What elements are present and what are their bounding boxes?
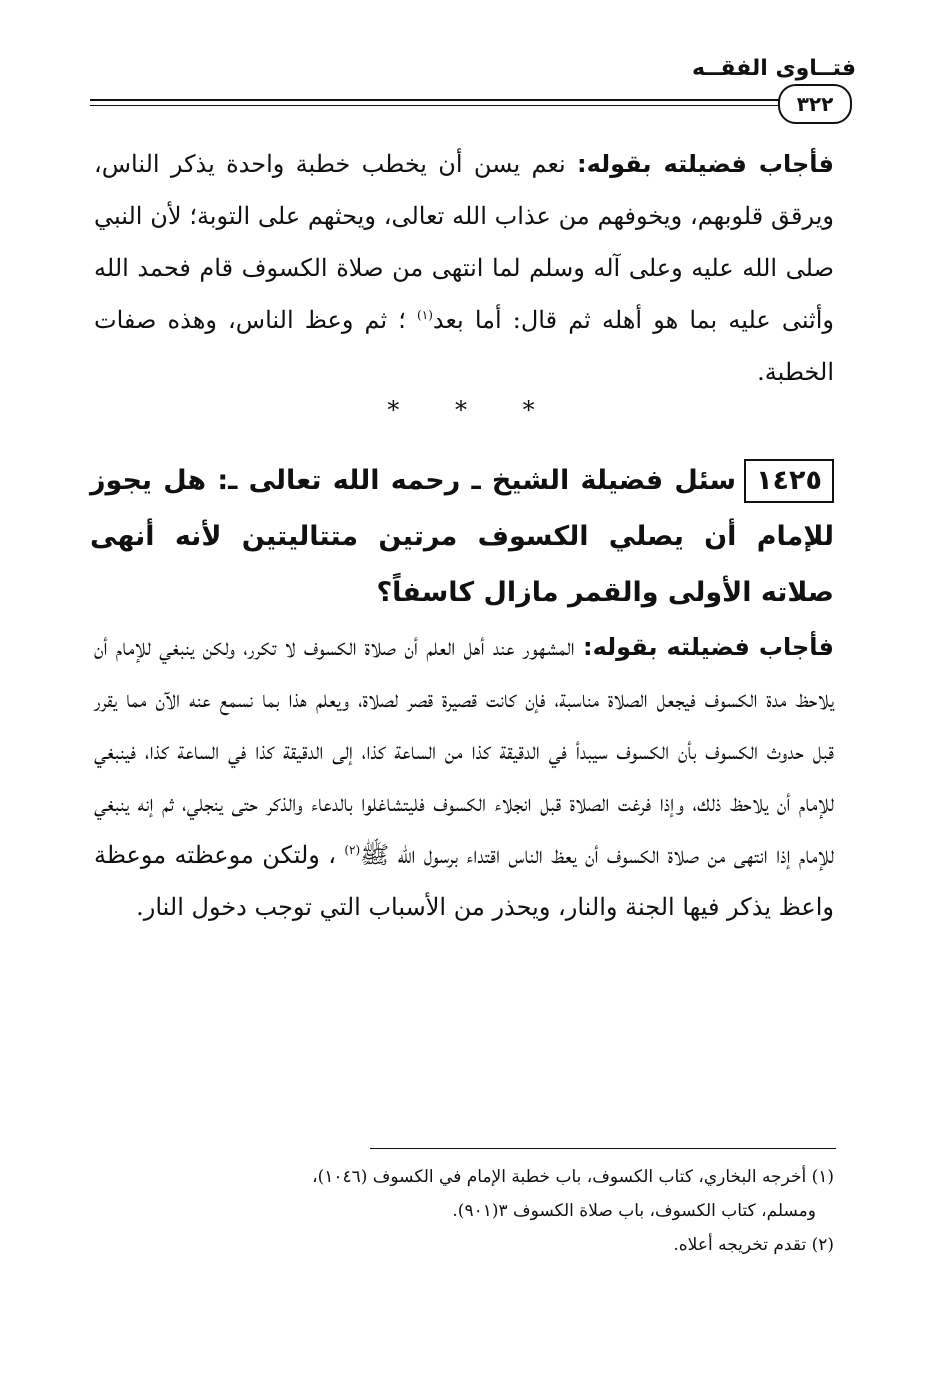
answer-text-end: ؛ ثم وعظ الناس، وهذه صفات الخطبة. (94, 306, 834, 386)
running-header-title: فتــاوى الفقــه (691, 56, 856, 81)
footnote-ref-1[interactable]: (١) (417, 308, 433, 322)
header-rule (90, 99, 780, 101)
answer-text: المشهور عند أهل العلم أن صلاة الكسوف لا تكرر، ولكن ينبغي للإمام أن يلاحظ مدة الكسوف فيجعل الصلاة مناسبة، فإن كانت قصيرة قصر لصلاة، ويعلم هذا بما نسمع عنه الآن مما يقرر قبل حدوث الكسوف بأن الكسوف سيبدأ في الدقيقة كذا من الساعة كذا، إلى الدقيقة كذا في الساعة كذا، فينبغي للإمام أن يلاحظ ذلك، وإذا فرغت الصلاة قبل انجلاء الكسوف فليتشاغلوا بالدعاء والذكر حتى ينجلي، ثم إنه ينبغي للإمام إذا انتهى من صلاة الكسوف أن يعظ الناس اقتداء برسول الله ﷺ (94, 633, 834, 869)
question-block (90, 453, 834, 621)
footnote-1-continued: ومسلم، كتاب الكسوف، باب صلاة الكسوف ٣(٩٠١). (452, 1201, 816, 1221)
answer-paragraph-2 (94, 621, 834, 933)
answer-lead: فأجاب فضيلته بقوله: (582, 633, 834, 661)
answer-text-end: ، ولتكن موعظته موعظة واعظ يذكر فيها الجنة والنار، ويحذر من الأسباب التي توجب دخول النار. (94, 841, 834, 921)
footnote-ref-2[interactable]: (٢) (344, 843, 361, 857)
page-number: ٣٢٢ (796, 92, 834, 116)
footnotes (90, 1160, 834, 1262)
footnote-2: (٢) تقدم تخريجه أعلاه. (673, 1235, 834, 1255)
footnote-1: (١) أخرجه البخاري، كتاب الكسوف، باب خطبة الإمام في الكسوف (١٠٤٦)، (312, 1167, 834, 1187)
page-number-badge (778, 84, 852, 124)
question-text: سئل فضيلة الشيخ ـ رحمه الله تعالى ـ: هل يجوز للإمام أن يصلي الكسوف مرتين متتاليتين لأنه أنهى صلاته الأولى والقمر مازال كاسفاً؟ (90, 465, 834, 608)
section-separator: * * * (387, 396, 559, 424)
answer-paragraph-1 (94, 138, 834, 398)
answer-text: نعم يسن أن يخطب خطبة واحدة يذكر الناس، ويرقق قلوبهم، ويخوفهم من عذاب الله تعالى، ويحثهم على التوبة؛ لأن النبي صلى الله عليه وعلى آله وسلم لما انتهى من صلاة الكسوف قام فحمد الله وأثنى عليه بما هو أهله ثم قال: أما بعد (94, 150, 834, 334)
question-number: ١٤٢٥ (744, 459, 834, 503)
footnote-rule (370, 1148, 836, 1149)
answer-lead: فأجاب فضيلته بقوله: (577, 150, 834, 178)
header-rule-thin (90, 105, 780, 106)
